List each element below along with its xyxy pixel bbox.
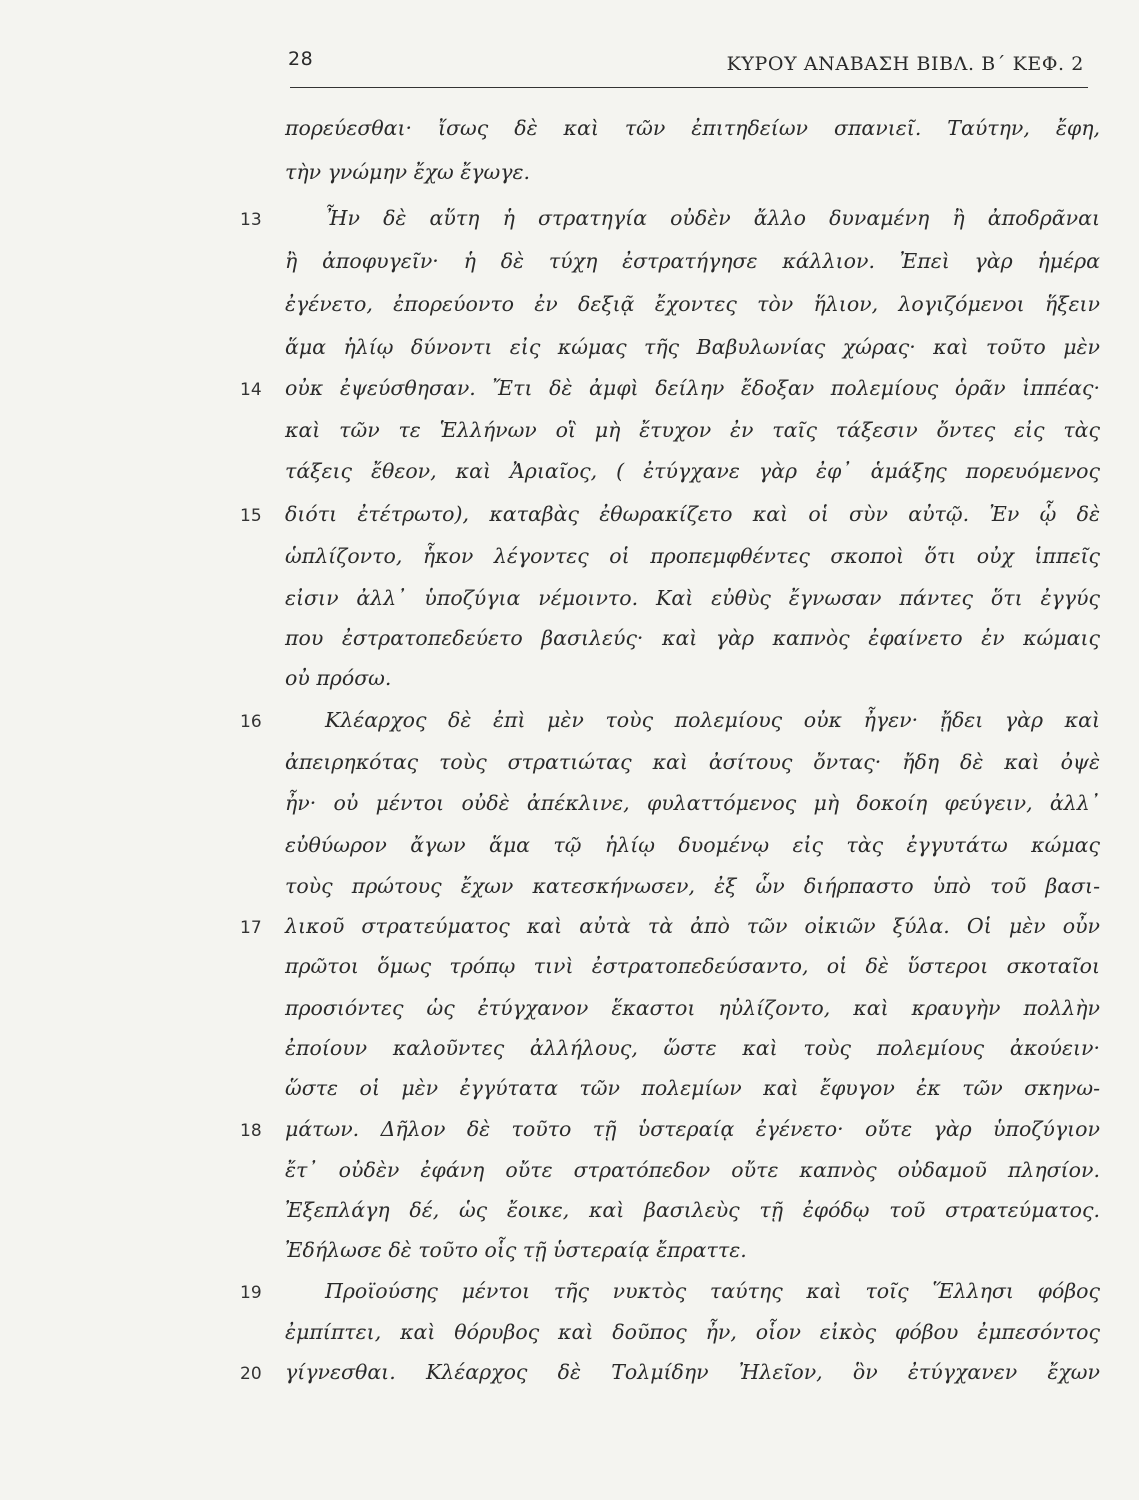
section-number: 18 [240,1121,262,1141]
text-line [240,286,1100,330]
line-text: Ἦν δὲ αὕτη ἡ στρατηγία οὐδὲν ἄλλο δυναμένη ἢ ἀποδρᾶναι [325,206,1100,230]
line-text: Κλέαρχος δὲ ἐπὶ μὲν τοὺς πολεμίους οὐκ ἦγεν· ᾔδει γὰρ καὶ [325,708,1100,732]
line-text: πρῶτοι ὅμως τρόπῳ τινὶ ἐστρατοπεδεύσαντο, οἱ δὲ ὕστεροι σκοταῖοι [285,954,1100,978]
page-number: 28 [288,48,314,70]
text-line [240,538,1100,582]
text-line [240,1273,1100,1317]
line-text: εὐθύωρον ἄγων ἅμα τῷ ἡλίῳ δυομένῳ εἰς τὰς ἐγγυτάτω κώμας [285,833,1100,857]
line-text: πορεύεσθαι· ἴσως δὲ καὶ τῶν ἐπιτηδείων σπανιεῖ. Ταύτην, ἔφη, [285,116,1100,140]
header-rule [290,87,1088,88]
text-line [240,744,1100,788]
line-text: Προϊούσης μέντοι τῆς νυκτὸς ταύτης καὶ τοῖς Ἕλλησι φόβος [325,1279,1100,1303]
line-text: οὐ πρόσω. [285,666,392,690]
text-line [240,580,1100,624]
text-line [240,154,1100,198]
line-text: τάξεις ἔθεον, καὶ Ἀριαῖος, ( ἐτύγχανε γὰρ ἐφ᾽ ἁμάξης πορευόμενος [285,459,1100,483]
line-text: ἀπειρηκότας τοὺς στρατιώτας καὶ ἀσίτους ὄντας· ἤδη δὲ καὶ ὀψὲ [285,750,1100,774]
text-line [240,702,1100,746]
page-header [288,48,1088,88]
line-text: τὴν γνώμην ἔχω ἔγωγε. [285,160,531,184]
line-text: ἦν· οὐ μέντοι οὐδὲ ἀπέκλινε, φυλαττόμενος μὴ δοκοίη φεύγειν, ἀλλ᾽ [285,791,1100,815]
section-number: 20 [240,1364,262,1384]
text-line [240,990,1100,1034]
text-line [240,620,1100,664]
section-number: 16 [240,712,262,732]
text-line [240,1111,1100,1155]
text-line [240,370,1100,414]
section-number: 19 [240,1283,262,1303]
line-text: ἅμα ἡλίῳ δύνοντι εἰς κώμας τῆς Βαβυλωνίας χώρας· καὶ τοῦτο μὲν [285,335,1100,359]
text-line [240,412,1100,456]
text-line [240,243,1100,287]
line-text: ὥστε οἱ μὲν ἐγγύτατα τῶν πολεμίων καὶ ἔφυγον ἐκ τῶν σκηνω- [285,1076,1100,1100]
line-text: ὡπλίζοντο, ἧκον λέγοντες οἱ προπεμφθέντες σκοποὶ ὅτι οὐχ ἱππεῖς [285,544,1100,568]
line-text: ἐμπίπτει, καὶ θόρυβος καὶ δοῦπος ἦν, οἷον εἰκὸς φόβου ἐμπεσόντος [285,1320,1100,1344]
running-title: ΚΥΡΟΥ ΑΝΑΒΑΣΗ ΒΙΒΛ. Β΄ ΚΕΦ. 2 [726,53,1084,75]
line-text: γίγνεσθαι. Κλέαρχος δὲ Τολμίδην Ἠλεῖον, ὃν ἐτύγχανεν ἔχων [285,1360,1100,1384]
line-text: ἐποίουν καλοῦντες ἀλλήλους, ὥστε καὶ τοὺς πολεμίους ἀκούειν· [285,1036,1100,1060]
text-line [240,1070,1100,1114]
line-text: ἐγένετο, ἐπορεύοντο ἐν δεξιᾷ ἔχοντες τὸν ἥλιον, λογιζόμενοι ἥξειν [285,292,1100,316]
line-text: προσιόντες ὡς ἐτύγχανον ἕκαστοι ηὐλίζοντο, καὶ κραυγὴν πολλὴν [285,996,1100,1020]
section-number: 17 [240,918,262,938]
text-line [240,1152,1100,1196]
line-text: μάτων. Δῆλον δὲ τοῦτο τῇ ὑστεραίᾳ ἐγένετο· οὔτε γὰρ ὑποζύγιον [285,1117,1100,1141]
line-text: οὐκ ἐψεύσθησαν. Ἔτι δὲ ἀμφὶ δείλην ἔδοξαν πολεμίους ὁρᾶν ἱππέας· [285,376,1100,400]
line-text: καὶ τῶν τε Ἑλλήνων οἳ μὴ ἔτυχον ἐν ταῖς τάξεσιν ὄντες εἰς τὰς [285,418,1100,442]
line-text: ἢ ἀποφυγεῖν· ἡ δὲ τύχη ἐστρατήγησε κάλλιον. Ἐπεὶ γὰρ ἡμέρα [285,249,1100,273]
text-line [240,660,1100,704]
text-line [240,496,1100,540]
text-line [240,1030,1100,1074]
line-text: που ἐστρατοπεδεύετο βασιλεύς· καὶ γὰρ καπνὸς ἐφαίνετο ἐν κώμαις [285,626,1100,650]
line-text: λικοῦ στρατεύματος καὶ αὐτὰ τὰ ἀπὸ τῶν οἰκιῶν ξύλα. Οἱ μὲν οὖν [285,914,1100,938]
text-line [240,1354,1100,1398]
text-line [240,200,1100,244]
text-line [240,827,1100,871]
text-line [240,785,1100,829]
text-line [240,868,1100,912]
text-line [240,453,1100,497]
line-text: Ἐξεπλάγη δέ, ὡς ἔοικε, καὶ βασιλεὺς τῇ ἐφόδῳ τοῦ στρατεύματος. [285,1198,1100,1222]
line-text: ἔτ᾽ οὐδὲν ἐφάνη οὔτε στρατόπεδον οὔτε καπνὸς οὐδαμοῦ πλησίον. [285,1158,1100,1182]
text-line [240,329,1100,373]
text-line [240,948,1100,992]
text-line [240,1314,1100,1358]
section-number: 15 [240,506,262,526]
line-text: τοὺς πρώτους ἔχων κατεσκήνωσεν, ἐξ ὧν διήρπαστο ὑπὸ τοῦ βασι- [285,874,1100,898]
section-number: 14 [240,380,262,400]
line-text: διότι ἐτέτρωτο), καταβὰς ἐθωρακίζετο καὶ οἱ σὺν αὐτῷ. Ἐν ᾧ δὲ [285,502,1100,526]
line-text: Ἐδήλωσε δὲ τοῦτο οἷς τῇ ὑστεραίᾳ ἔπραττε. [285,1238,747,1262]
text-line [240,1192,1100,1236]
text-line [240,110,1100,154]
line-text: εἰσιν ἀλλ᾽ ὑποζύγια νέμοιντο. Καὶ εὐθὺς ἔγνωσαν πάντες ὅτι ἐγγύς [285,586,1100,610]
text-line [240,908,1100,952]
section-number: 13 [240,210,262,230]
text-line [240,1232,1100,1276]
